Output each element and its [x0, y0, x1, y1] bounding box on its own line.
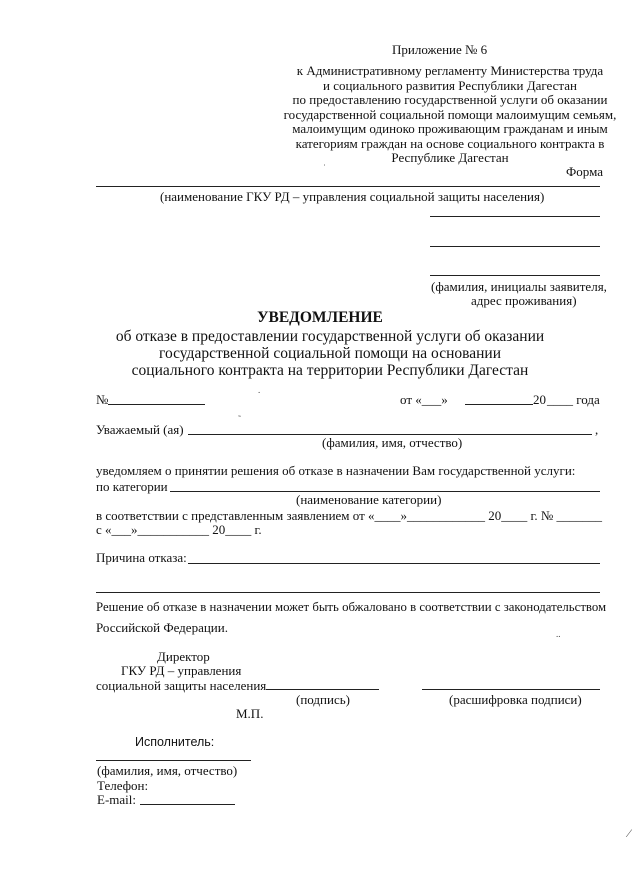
title-subtext [60, 328, 600, 379]
director-label: Директор [157, 649, 210, 664]
appendix-line: и социального развития Республики Дагестан [323, 77, 577, 93]
scan-speck: ˙ [323, 163, 326, 173]
title-line: социального контракта на территории Республики Дагестан [131, 362, 529, 379]
greeting-caption: (фамилия, имя, отчество) [322, 435, 463, 450]
appendix-line: Республике Дагестан [391, 150, 509, 165]
executor-label: Исполнитель: [135, 735, 215, 749]
date-year-prefix: 20 [533, 392, 546, 407]
scan-speck: ⁄ [628, 826, 631, 840]
decode-caption: (расшифровка подписи) [449, 692, 582, 707]
accordance-line: в соответствии с представленным заявлением от «____»____________ 20____ г. № _______ [96, 508, 603, 523]
signature-line [266, 689, 379, 690]
stamp-label: М.П. [236, 706, 264, 721]
number-field-line [108, 404, 205, 405]
director-org-1: ГКУ РД – управления [121, 663, 242, 678]
appendix-text [250, 64, 640, 166]
date-month-line [465, 404, 533, 405]
appendix-line: категориям граждан на основе социального контракта в [295, 135, 605, 151]
reason-line-2 [96, 592, 600, 593]
from-line: с «___»___________ 20____ г. [96, 522, 262, 537]
appeal-line-1: Решение об отказе в назначении может быть обжаловано в соответствии с законодательством [96, 600, 607, 614]
category-caption: (наименование категории) [296, 492, 442, 507]
reason-label: Причина отказа: [96, 550, 187, 565]
appendix-line: к Административному регламенту Министерства труда [296, 63, 604, 78]
number-label: № [96, 392, 109, 407]
reason-line-1 [188, 563, 600, 564]
applicant-caption-2: адрес проживания) [471, 293, 577, 308]
executor-phone: Телефон: [97, 778, 149, 793]
date-year-suffix: ____ года [547, 392, 600, 407]
applicant-caption-1: (фамилия, инициалы заявителя, [431, 279, 607, 294]
date-from: от «___» [400, 392, 448, 407]
applicant-line-2 [430, 246, 600, 247]
appendix-line: по предоставлению государственной услуги об оказании [292, 92, 608, 107]
category-label: по категории [96, 479, 168, 494]
title-line: об отказе в предоставлении государственной услуги об оказании [115, 328, 545, 345]
appendix-number: Приложение № 6 [392, 42, 488, 57]
appendix-line: малоимущим одиноко проживающим гражданам и иным [292, 121, 608, 136]
executor-email: E-mail: [97, 792, 136, 807]
executor-name-line [96, 760, 251, 761]
applicant-line-3 [430, 275, 600, 276]
applicant-line-1 [430, 216, 600, 217]
title-line: государственной социальной помощи на основании [159, 345, 501, 362]
greeting-comma: , [595, 422, 599, 437]
greeting-label: Уважаемый (ая) [96, 422, 184, 437]
scan-speck: .. [556, 629, 561, 639]
scan-speck: . [258, 385, 261, 395]
form-label: Форма [566, 164, 603, 179]
org-name-line [96, 186, 600, 187]
org-caption: (наименование ГКУ РД – управления социальной защиты населения) [160, 189, 545, 204]
appeal-line-2: Российской Федерации. [96, 620, 228, 635]
signature-decode-line [422, 689, 600, 690]
document-title: УВЕДОМЛЕНИЕ [257, 309, 383, 326]
executor-caption: (фамилия, имя, отчество) [97, 763, 238, 778]
scan-speck: ˜ [238, 414, 241, 424]
signature-caption: (подпись) [296, 692, 350, 707]
executor-email-line [140, 804, 235, 805]
director-org-2: социальной защиты населения [96, 678, 267, 693]
appendix-line: государственной социальной помощи малоимущим семьям, [283, 106, 617, 122]
notify-line: уведомляем о принятии решения об отказе в назначении Вам государственной услуги: [96, 463, 576, 478]
